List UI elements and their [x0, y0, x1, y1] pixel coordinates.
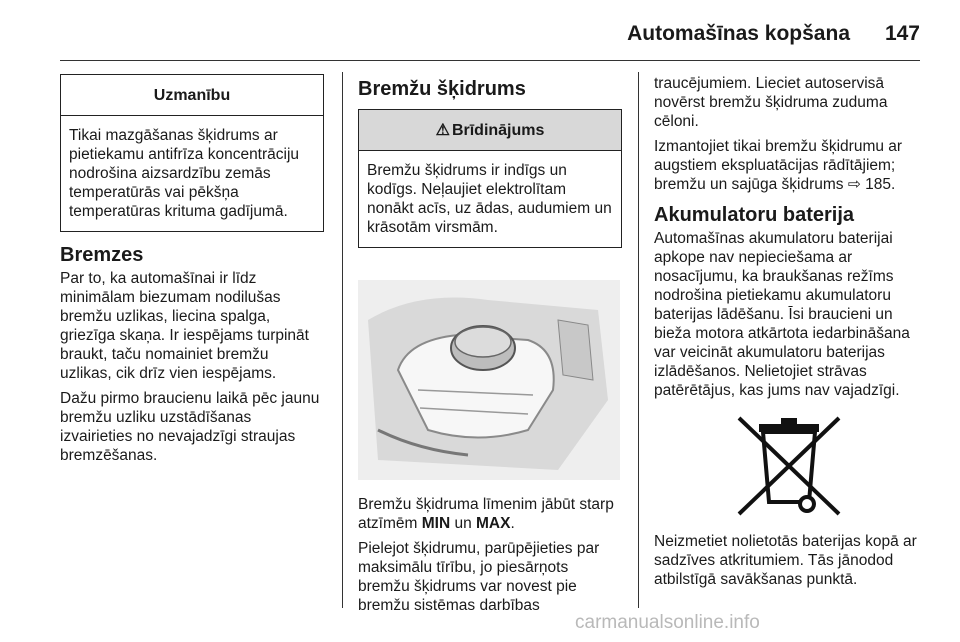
- brake-fluid-spec-text: Izmantojiet tikai bremžu šķidrumu ar augstiem ekspluatācijas rādītājiem; bremžu un sajūga šķidrums: [654, 138, 903, 193]
- section-title-brake-fluid: Bremžu šķidrums: [358, 78, 526, 100]
- brake-fluid-paragraph-3: traucējumiem. Lieciet autoservisā novērst bremžu šķidruma zuduma cēloni.: [654, 75, 888, 130]
- battery-paragraph-1: Automašīnas akumulatoru baterijai apkope nav nepieciešama ar nosacījumu, ka braukšanas režīms nodrošina pietiekamu akumulatoru baterijas lādēšanu. Īsi braucieni un bieža motora atkārtota iedarbināšana var veicināt akumulatoru baterijas izlādēšanos. Nelietojiet strāvas patērētājus, kas jums nav vajadzīgi.: [654, 230, 910, 399]
- warning-triangle-icon: ⚠: [435, 122, 450, 139]
- column-1: [60, 74, 324, 471]
- page-reference-arrow-icon: ⇨: [847, 176, 861, 193]
- brake-fluid-reservoir-image: [358, 280, 620, 480]
- column-3: [654, 74, 924, 595]
- brake-fluid-paragraph-1: [358, 495, 622, 533]
- level-text-end: .: [510, 515, 515, 532]
- brakes-paragraph-2: Dažu pirmo braucienu laikā pēc jaunu bremžu uzliku uzstādīšanas izvairieties no nevajadzīgi straujas bremzēšanas.: [60, 390, 320, 464]
- column-divider-2: [638, 72, 639, 608]
- caution-title: Uzmanību: [61, 75, 323, 116]
- level-text-and: un: [450, 515, 477, 532]
- crossed-out-wheelie-bin-icon: [729, 410, 849, 520]
- section-title-brakes: Bremzes: [60, 244, 144, 266]
- battery-paragraph-2: Neizmetiet nolietotās baterijas kopā ar sadzīves atkritumiem. Tās jānodod atbilstīgā savākšanas punktā.: [654, 533, 917, 588]
- header-divider: [60, 60, 920, 61]
- section-title-battery: Akumulatoru baterija: [654, 204, 855, 226]
- caution-text: Tikai mazgāšanas šķidrums ar pietiekamu antifrīza koncentrāciju nodrošina aizsardzību zemās temperatūrās vai pēkšņa temperatūras krituma gadījumā.: [69, 127, 300, 220]
- level-text: Bremžu šķidruma līmenim jābūt starp atzīmēm: [358, 496, 614, 532]
- page-reference[interactable]: 185.: [865, 176, 896, 193]
- warning-box: [358, 109, 622, 248]
- page-header: [60, 14, 920, 58]
- column-2: [358, 74, 622, 621]
- min-mark: MIN: [421, 515, 451, 532]
- brake-fluid-paragraph-4: [654, 137, 924, 194]
- brake-fluid-paragraph-2: Pielejot šķidrumu, parūpējieties par maksimālu tīrību, jo piesārņots bremžu šķidrums var novest pie bremžu sistēmas darbības: [358, 540, 600, 614]
- warning-text: Bremžu šķidrums ir indīgs un kodīgs. Neļaujiet elektrolītam nonākt acīs, uz ādas, audumiem un krāsotām virsmām.: [367, 162, 612, 236]
- chapter-title: Automašīnas kopšana: [627, 22, 850, 45]
- warning-header: [359, 110, 621, 151]
- warning-title: Brīdinājums: [451, 122, 545, 139]
- watermark: carmanualsonline.info: [575, 612, 760, 633]
- max-mark: MAX: [476, 515, 511, 532]
- page-number: 147: [884, 22, 920, 45]
- brakes-paragraph-1: Par to, ka automašīnai ir līdz minimālam biezumam nodilušas bremžu uzlikas, liecina spalga, griezīga skaņa. Ir iespējams turpināt braukt, taču nomainiet bremžu uzlikas, cik drīz vien iespējams.: [60, 270, 309, 382]
- caution-box: [60, 74, 324, 232]
- column-divider-1: [342, 72, 343, 608]
